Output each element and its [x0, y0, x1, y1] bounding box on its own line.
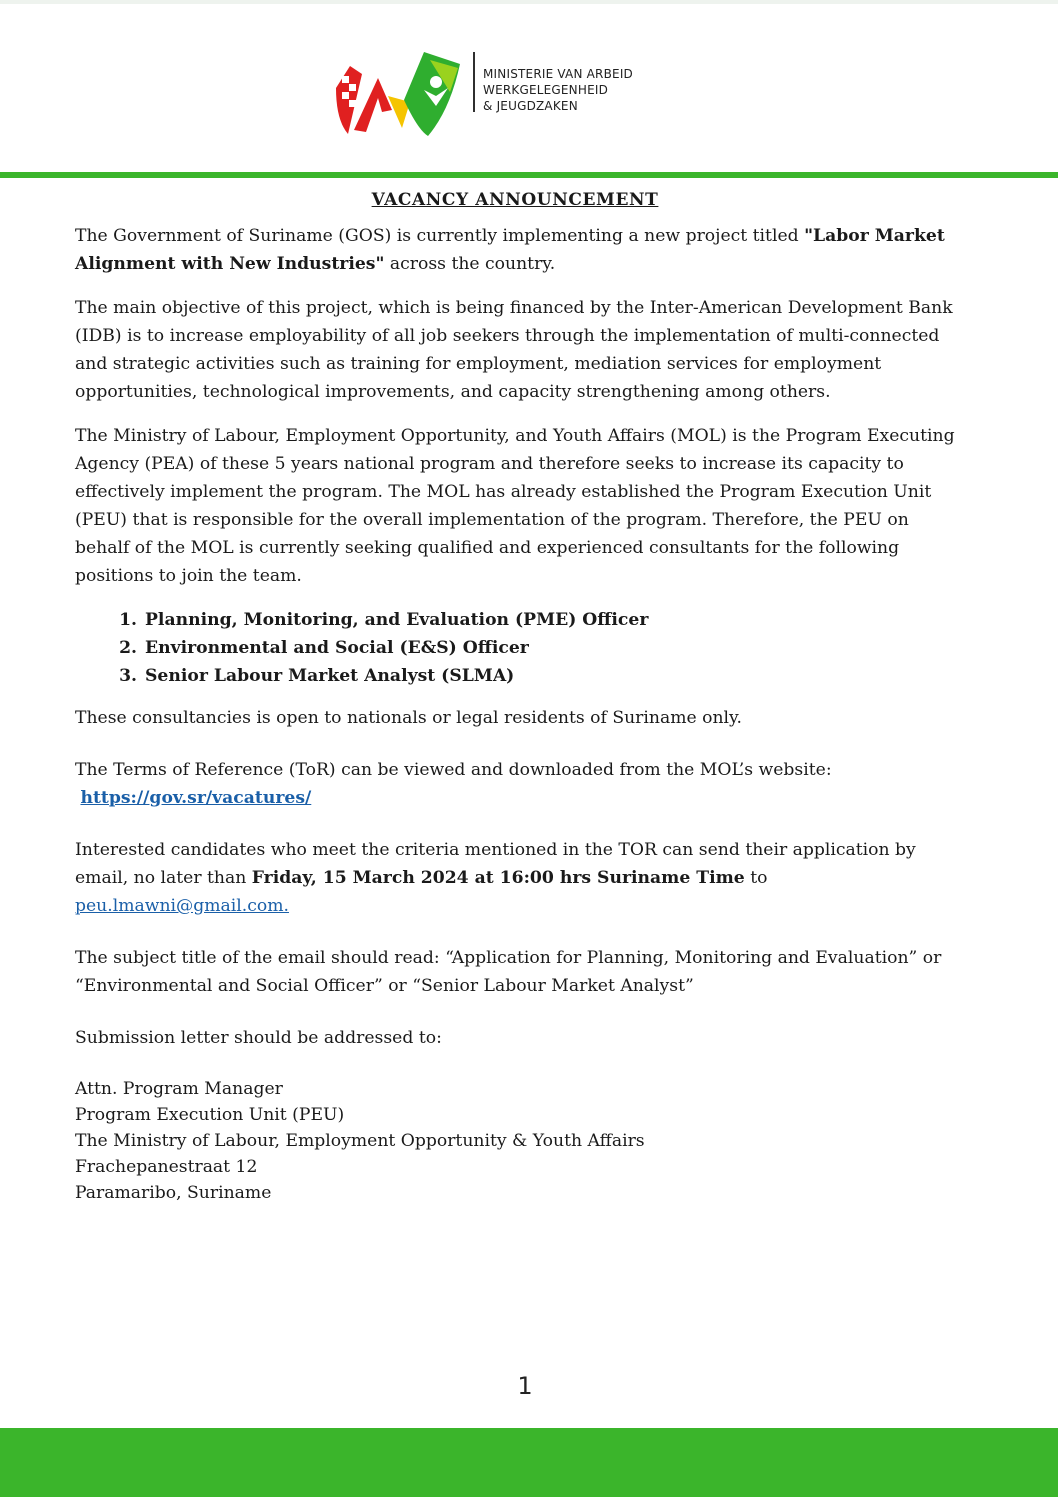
intro-text: The Government of Suriname (GOS) is currently implementing a new project titled [75, 226, 805, 246]
eligibility-paragraph: These consultancies is open to nationals or legal residents of Suriname only. [75, 708, 742, 728]
ministry-name [483, 66, 633, 114]
application-paragraph [75, 836, 955, 920]
application-text-mid: to [744, 868, 768, 888]
mailing-address [75, 1076, 955, 1206]
ministry-name-line: & JEUGDZAKEN [483, 99, 578, 113]
project-title: "Labor Market Alignment with New Industries" [75, 226, 945, 274]
address-line: Paramaribo, Suriname [75, 1183, 272, 1203]
application-email-link[interactable]: peu.lmawni@gmail.com. [75, 896, 289, 916]
submission-paragraph: Submission letter should be addressed to: [75, 1028, 442, 1048]
document-body [75, 186, 955, 1206]
header-rule [0, 172, 1058, 178]
address-line: The Ministry of Labour, Employment Opportunity & Youth Affairs [75, 1131, 645, 1151]
tor-paragraph [75, 756, 955, 812]
positions-list [75, 606, 955, 690]
address-line: Frachepanestraat 12 [75, 1157, 258, 1177]
position-item: 2. Environmental and Social (E&S) Officer [143, 634, 955, 662]
position-item: 1. Planning, Monitoring, and Evaluation (PME) Officer [143, 606, 955, 634]
subject-paragraph: The subject title of the email should read: “Application for Planning, Monitoring and Evaluation” or “Environmental and Social Officer” or “Senior Labour Market Analyst” [75, 948, 942, 996]
document-title: VACANCY ANNOUNCEMENT [371, 190, 659, 210]
letterhead [0, 0, 1058, 172]
ministry-paragraph: The Ministry of Labour, Employment Opportunity, and Youth Affairs (MOL) is the Program Executing Agency (PEA) of these 5 years national program and therefore seeks to increase its capacity to effectively implement the program. The MOL has already established the Program Execution Unit (PEU) that is responsible for the overall implementation of the program. Therefore, the PEU on behalf of the MOL is currently seeking qualified and experienced consultants for the following positions to join the team. [75, 426, 955, 586]
ministry-logo-icon [332, 40, 472, 142]
footer-band [0, 1428, 1058, 1497]
page-number: 1 [517, 1372, 533, 1400]
address-line: Program Execution Unit (PEU) [75, 1105, 345, 1125]
ministry-name-line: MINISTERIE VAN ARBEID [483, 67, 633, 81]
objective-paragraph: The main objective of this project, which is being financed by the Inter-American Development Bank (IDB) is to increase employability of all job seekers through the implementation of multi-connected and strategic activities such as training for employment, mediation services for employment opportunities, technological improvements, and capacity strengthening among others. [75, 298, 953, 402]
address-line: Attn. Program Manager [75, 1079, 283, 1099]
ministry-name-line: WERKGELEGENHEID [483, 83, 609, 97]
tor-text: The Terms of Reference (ToR) can be viewed and downloaded from the MOL’s website: [75, 760, 832, 780]
tor-link[interactable]: https://gov.sr/vacatures/ [80, 788, 312, 808]
logo-divider [473, 52, 475, 112]
position-item: 3. Senior Labour Market Analyst (SLMA) [143, 662, 955, 690]
intro-paragraph [75, 222, 955, 278]
intro-text-end: across the country. [384, 254, 556, 274]
application-deadline: Friday, 15 March 2024 at 16:00 hrs Suriname Time [251, 868, 745, 888]
application-text: Interested candidates who meet the criteria mentioned in the TOR can send their application by email, no later than [75, 840, 916, 888]
